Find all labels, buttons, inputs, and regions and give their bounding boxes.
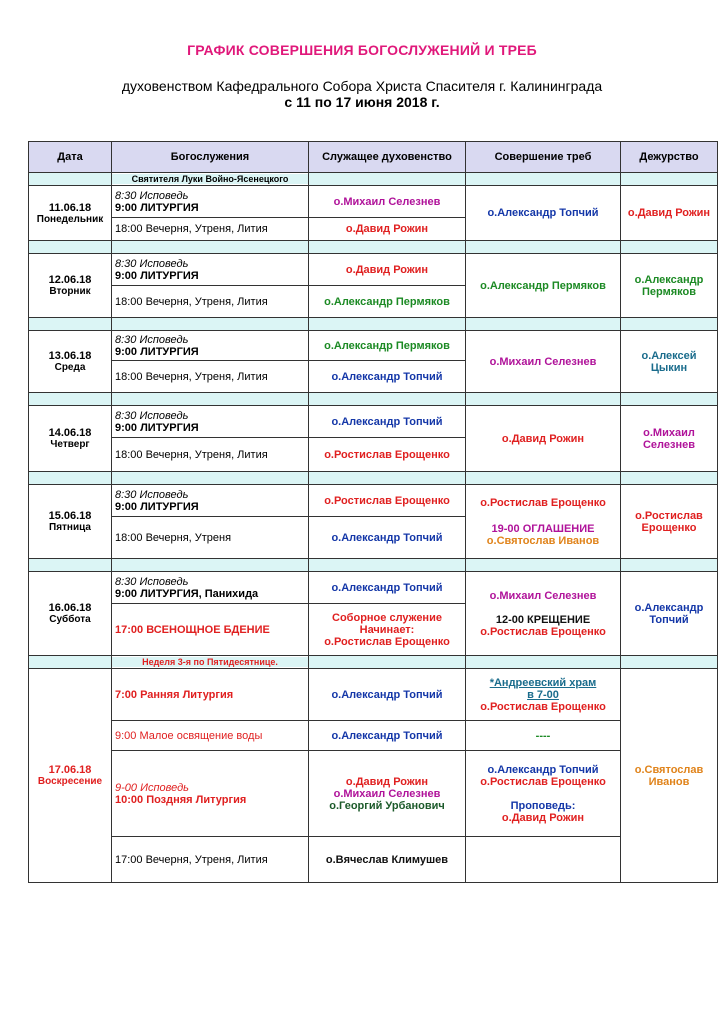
date-cell (29, 485, 112, 559)
saint-row (29, 656, 718, 669)
service-late-liturgy: 10:00 Поздняя Литургия (115, 793, 247, 806)
table-row (29, 485, 718, 517)
date: 15.06.18 (48, 510, 92, 522)
service-evening: 18:00 Вечерня, Утреня, Лития (112, 286, 309, 318)
weekday: Четверг (50, 439, 90, 450)
date: 11.06.18 (48, 201, 92, 214)
date: 13.06.18 (48, 350, 92, 362)
service-evening: 18:00 Вечерня, Утреня, Лития (112, 361, 309, 393)
clergy-cell (309, 751, 466, 837)
clergy-cell: о.Давид Рожин (309, 218, 466, 241)
clergy-note: Соборное служение (332, 611, 442, 624)
separator-row (29, 559, 718, 572)
rites-cell (466, 837, 621, 883)
service-confession: 8:30 Исповедь (115, 575, 189, 588)
service-cell (112, 485, 309, 517)
clergy-cell: о.Александр Топчий (309, 669, 466, 721)
clergy-cell: о.Давид Рожин (309, 254, 466, 286)
page-title: ГРАФИК СОВЕРШЕНИЯ БОГОСЛУЖЕНИЙ И ТРЕБ (187, 42, 537, 58)
rites-event: 12-00 КРЕЩЕНИЕ (495, 613, 591, 626)
date-cell (29, 669, 112, 883)
rites-cell: о.Давид Рожин (466, 406, 621, 472)
rites-priest: о.Святослав Иванов (486, 534, 600, 547)
separator-row (29, 318, 718, 331)
weekday: Воскресение (37, 776, 103, 787)
rites-cell (466, 751, 621, 837)
weekday: Пятница (49, 522, 91, 533)
service-vigil: 17:00 ВСЕНОЩНОЕ БДЕНИЕ (115, 623, 270, 636)
weekday: Суббота (49, 614, 91, 625)
clergy-cell (309, 604, 466, 656)
rites-cell: о.Александр Топчий (466, 186, 621, 241)
duty-cell: о.Ростислав Ерощенко (621, 485, 718, 559)
service-confession: 8:30 Исповедь (115, 189, 189, 202)
clergy-cell: о.Александр Топчий (309, 361, 466, 393)
service-cell (112, 186, 309, 218)
table-row (29, 186, 718, 218)
clergy-name: о.Ростислав Ерощенко (324, 635, 450, 648)
date-cell (29, 254, 112, 318)
date-cell (29, 331, 112, 393)
clergy-name: о.Георгий Урбанович (329, 799, 445, 812)
col-date: Дата (29, 142, 112, 173)
page-subtitle: духовенством Кафедрального Собора Христа Спасителя г. Калининграда (121, 78, 603, 94)
service-evening: 17:00 Вечерня, Утреня, Лития (112, 837, 309, 883)
saint-label: Святителя Луки Войно-Ясенецкого (112, 174, 308, 184)
table-row (29, 669, 718, 721)
page-period: с 11 по 17 июня 2018 г. (284, 94, 440, 110)
service-cell (112, 604, 309, 656)
rites-priest: о.Михаил Селезнев (489, 589, 597, 602)
duty-cell: о.Александр Пермяков (621, 254, 718, 318)
clergy-name: о.Давид Рожин (345, 775, 429, 788)
rites-cell (466, 669, 621, 721)
service-confession: 8:30 Исповедь (115, 409, 189, 422)
rites-note: в 7-00 (527, 688, 559, 701)
clergy-cell: о.Михаил Селезнев (309, 186, 466, 218)
service-evening: 18:00 Вечерня, Утреня (112, 517, 309, 559)
service-early-liturgy: 7:00 Ранняя Литургия (115, 688, 234, 701)
rites-cell: ---- (466, 721, 621, 751)
service-confession: 8:30 Исповедь (115, 488, 189, 501)
service-evening: 18:00 Вечерня, Утреня, Лития (112, 218, 309, 241)
date-cell (29, 186, 112, 241)
service-cell (112, 254, 309, 286)
clergy-cell: о.Александр Пермяков (309, 286, 466, 318)
duty-cell: о.Давид Рожин (621, 186, 718, 241)
duty-cell: о.Алексей Цыкин (621, 331, 718, 393)
service-confession: 8:30 Исповедь (115, 333, 189, 346)
service-liturgy: 9:00 ЛИТУРГИЯ (115, 345, 199, 358)
header-row (29, 142, 718, 173)
clergy-cell: о.Ростислав Ерощенко (309, 485, 466, 517)
table-row (29, 331, 718, 361)
clergy-cell: о.Ростислав Ерощенко (309, 438, 466, 472)
clergy-cell: о.Александр Топчий (309, 572, 466, 604)
service-confession: 9-00 Исповедь (115, 781, 189, 794)
weekday: Вторник (49, 286, 91, 297)
clergy-cell: о.Александр Топчий (309, 517, 466, 559)
rites-priest: о.Александр Топчий (487, 763, 599, 776)
col-services: Богослужения (112, 142, 309, 173)
rites-cell (466, 485, 621, 559)
date-cell (29, 572, 112, 656)
table-row (29, 751, 718, 837)
separator-row (29, 393, 718, 406)
table-row (29, 406, 718, 438)
col-clergy: Служащее духовенство (309, 142, 466, 173)
date: 14.06.18 (48, 427, 92, 439)
service-cell (112, 669, 309, 721)
service-liturgy: 9:00 ЛИТУРГИЯ (115, 421, 199, 434)
saint-row (29, 173, 718, 186)
weekday: Понедельник (36, 213, 104, 225)
clergy-cell: о.Александр Топчий (309, 721, 466, 751)
col-duty: Дежурство (621, 142, 718, 173)
table-row (29, 572, 718, 604)
table-row (29, 254, 718, 286)
rites-event: 19-00 ОГЛАШЕНИЕ (491, 522, 595, 535)
service-water-blessing: 9:00 Малое освящение воды (112, 721, 309, 751)
rites-cell: о.Михаил Селезнев (466, 331, 621, 393)
table-row (29, 837, 718, 883)
weekday: Среда (54, 362, 86, 373)
separator-row (29, 241, 718, 254)
rites-priest: о.Ростислав Ерощенко (480, 625, 606, 638)
service-confession: 8:30 Исповедь (115, 257, 189, 270)
duty-cell: о.Святослав Иванов (621, 669, 718, 883)
service-cell (112, 406, 309, 438)
clergy-name: о.Михаил Селезнев (333, 787, 441, 800)
clergy-cell: о.Александр Топчий (309, 406, 466, 438)
rites-note: *Андреевский храм (489, 676, 597, 689)
service-liturgy: 9:00 ЛИТУРГИЯ (115, 269, 199, 282)
clergy-cell: о.Вячеслав Климушев (309, 837, 466, 883)
service-liturgy: 9:00 ЛИТУРГИЯ (115, 500, 199, 513)
date-cell (29, 406, 112, 472)
table-row (29, 721, 718, 751)
service-cell (112, 572, 309, 604)
separator-row (29, 472, 718, 485)
date: 17.06.18 (48, 764, 92, 776)
rites-cell: о.Александр Пермяков (466, 254, 621, 318)
service-cell (112, 751, 309, 837)
service-evening: 18:00 Вечерня, Утреня, Лития (112, 438, 309, 472)
duty-cell: о.Александр Топчий (621, 572, 718, 656)
duty-cell: о.Михаил Селезнев (621, 406, 718, 472)
clergy-note: Начинает: (359, 623, 415, 636)
rites-priest: о.Давид Рожин (501, 811, 585, 824)
clergy-cell: о.Александр Пермяков (309, 331, 466, 361)
saint-label: Неделя 3-я по Пятидесятнице. (112, 657, 308, 667)
date: 12.06.18 (48, 274, 92, 286)
rites-priest: о.Ростислав Ерощенко (480, 496, 606, 509)
col-rites: Совершение треб (466, 142, 621, 173)
rites-cell (466, 572, 621, 656)
date: 16.06.18 (48, 602, 92, 614)
rites-priest: о.Ростислав Ерощенко (480, 700, 606, 713)
rites-priest: о.Ростислав Ерощенко (480, 775, 606, 788)
rites-note: Проповедь: (510, 799, 576, 812)
service-liturgy: 9:00 ЛИТУРГИЯ (115, 201, 199, 214)
schedule-table (28, 141, 718, 883)
service-cell (112, 331, 309, 361)
service-liturgy: 9:00 ЛИТУРГИЯ, Панихида (115, 587, 259, 600)
